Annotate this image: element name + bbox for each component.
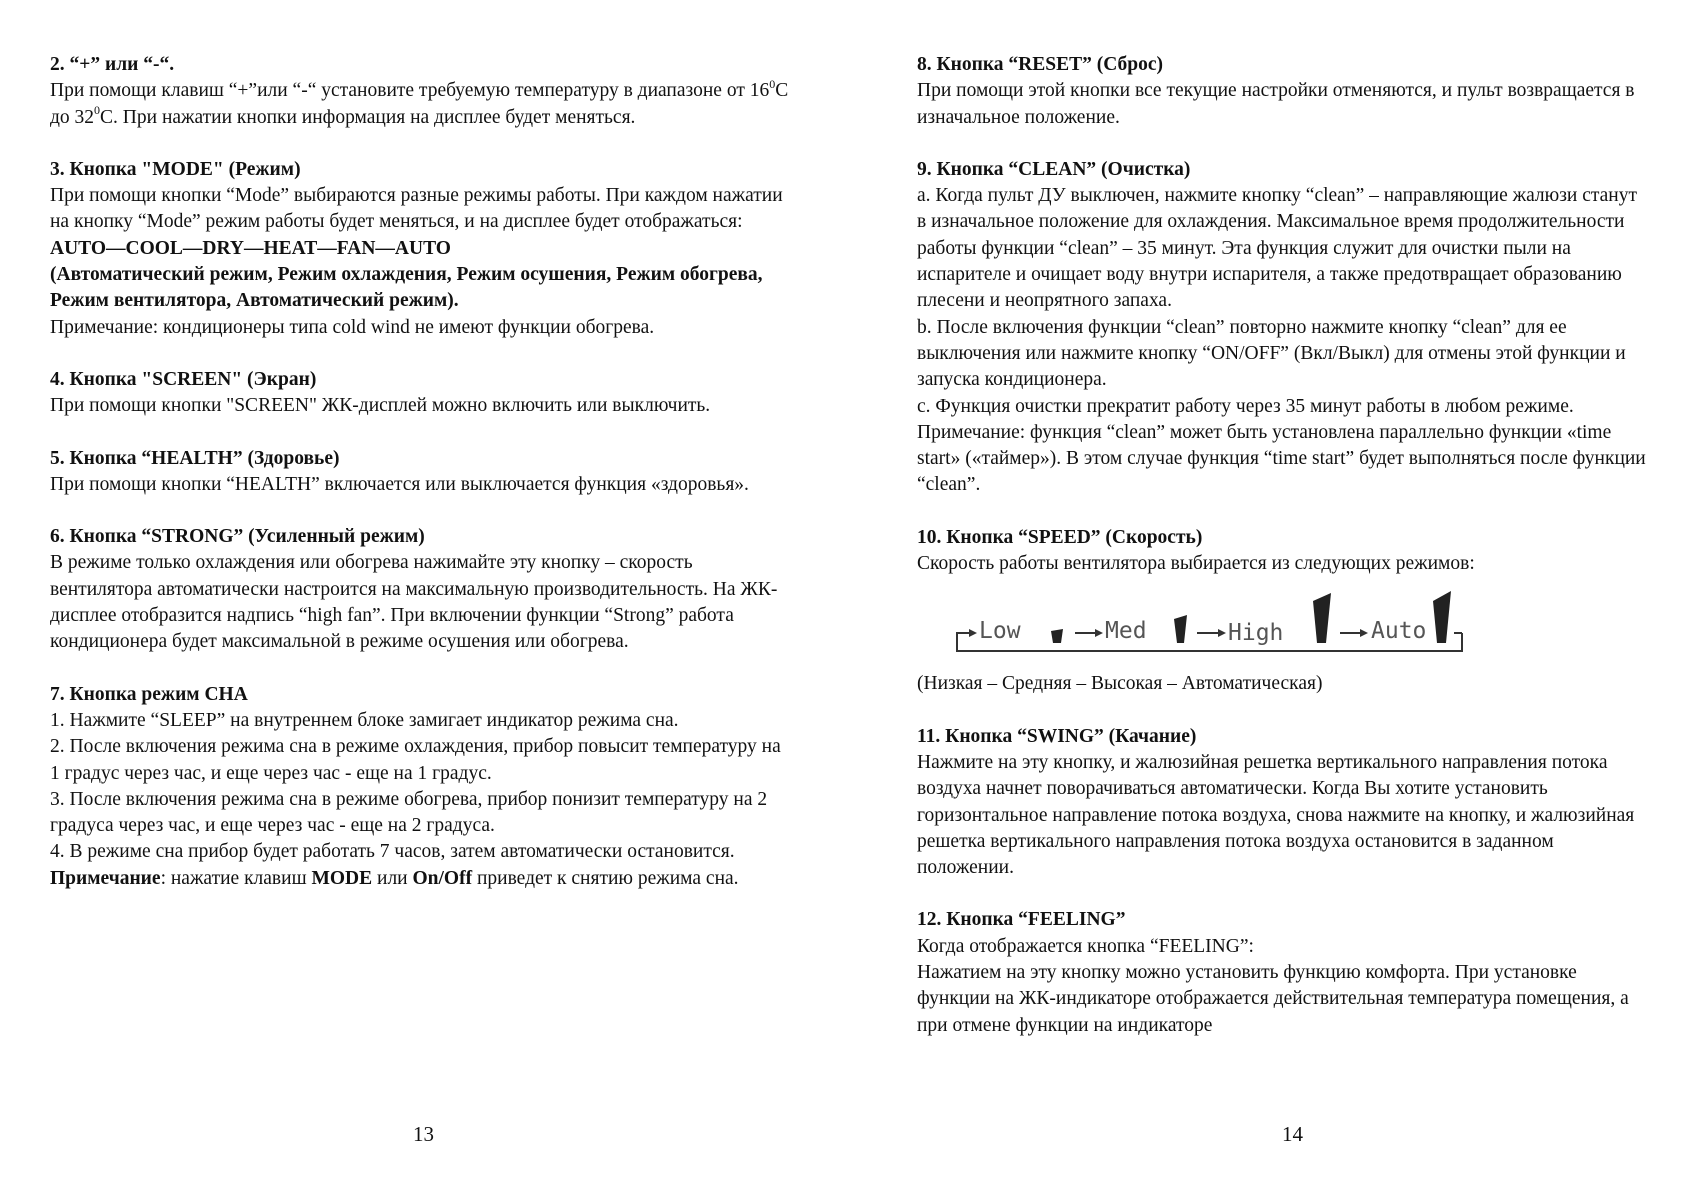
fan-bar-low-icon [1051,629,1063,643]
text-run: приведет к снятию режима сна. [472,867,739,889]
section-mode [50,157,790,341]
section-speed [917,525,1647,698]
left-page [50,52,790,892]
mode-sequence-russian: (Автоматический режим, Режим охлаждения, Режим осушения, Режим обогрева, Режим вентилятора, Автоматический режим). [50,264,763,312]
fan-speed-diagram-graphic [955,585,1475,659]
arrow-head-icon [1360,629,1368,637]
section-heading: 2. “+” или “-“. [50,54,175,75]
text-run: MODE [311,867,373,889]
section-screen [50,367,790,420]
section-heading: 6. Кнопка “STRONG” (Усиленный режим) [50,526,425,548]
text-run: При помощи клавиш “+”или “-“ установите требуемую температуру в диапазоне от 16 [50,80,770,102]
note-label: Примечание [50,867,161,889]
list-item: b. После включения функции “clean” повторно нажмите кнопку “clean” для ее выключения или нажмите кнопку “ON/OFF” (Вкл/Выкл) для отмены этой функции и запуска кондиционера. [917,316,1626,391]
page-number: 14 [1282,1122,1303,1146]
section-health [50,446,790,499]
text-run: С. При нажатии кнопки информация на дисплее будет меняться. [100,106,636,128]
list-item: c. Функция очистки прекратит работу через 35 минут работы в любом режиме. [917,395,1574,417]
list-item: 3. После включения режима сна в режиме обогрева, прибор понизит температуру на 2 градуса через час, и еще через час - еще на 2 градуса. [50,788,768,837]
fan-bar-med-icon [1174,615,1187,643]
section-heading: 7. Кнопка режим СНА [50,683,248,705]
section-text: При помощи этой кнопки все текущие настройки отменяются, и пульт возвращается в изначальное положение. [917,80,1635,128]
section-note [50,866,790,892]
arrow-head-icon [1218,629,1226,637]
section-note: Примечание: кондиционеры типа cold wind не имеют функции обогрева. [50,316,655,338]
section-heading: 8. Кнопка “RESET” (Сброс) [917,54,1164,75]
speed-label-med: Med [1105,618,1147,645]
list-item: a. Когда пульт ДУ выключен, нажмите кнопку “clean” – направляющие жалюзи станут в изначальное положение для охлаждения. Максимальное время продолжительности работы функции “clean” – 35 минут. Эта функция служит для очистки пыли на испарителе и очищает воду внутри испарителя, а также предотвращает образованию плесени и неопрятного запаха. [917,185,1637,312]
page-number: 13 [413,1122,434,1146]
text-run: или [372,867,413,889]
text-run: On/Off [412,867,473,889]
section-swing [917,724,1647,882]
degree-superscript: 0 [94,103,101,118]
speed-label-auto: Auto [1371,618,1427,645]
section-heading: 3. Кнопка "MODE" (Режим) [50,158,301,180]
fan-bar-auto-icon [1433,591,1451,643]
mode-sequence: AUTO—COOL—DRY—HEAT—FAN—AUTO [50,237,451,259]
section-text: При помощи кнопки "SCREEN" ЖК-дисплей можно включить или выключить. [50,395,711,417]
arrow-head-icon [969,629,977,637]
section-text: В режиме только охлаждения или обогрева нажимайте эту кнопку – скорость вентилятора автоматически настроится на максимальную производительность. На ЖК-дисплее отобразится надпись “high fan”. При включении функции “Strong” работа кондиционера будет максимальной в режиме осушения или обогрева. [50,552,778,653]
list-item: 4. В режиме сна прибор будет работать 7 часов, затем автоматически остановится. [50,841,735,863]
section-heading: 5. Кнопка “HEALTH” (Здоровье) [50,447,340,469]
section-clean [917,157,1647,499]
section-feeling [917,907,1647,1038]
right-page [917,52,1647,1039]
fan-speed-diagram [917,585,1647,659]
arrow-head-icon [1095,629,1103,637]
section-text: Скорость работы вентилятора выбирается из следующих режимов: [917,553,1475,575]
section-heading: 12. Кнопка “FEELING” [917,909,1126,931]
section-text [50,78,790,131]
section-reset [917,52,1647,131]
fan-bar-high-icon [1313,593,1331,643]
section-text: При помощи кнопки “HEALTH” включается или выключается функция «здоровья». [50,473,749,495]
degree-superscript: 0 [769,76,776,91]
section-text: Нажмите на эту кнопку, и жалюзийная решетка вертикального направления потока воздуха начнет поворачиваться автоматически. Когда Вы хотите установить горизонтальное направление потока воздуха, снова нажмите на кнопку, и жалюзийная решетка вертикального направления потока воздуха остановится в заданном положении. [917,751,1635,879]
section-text: Нажатием на эту кнопку можно установить функцию комфорта. При установке функции на ЖК-индикаторе отображается действительная температура помещения, а при отмене функции на индикаторе [917,962,1629,1036]
section-heading: 4. Кнопка "SCREEN" (Экран) [50,368,317,390]
speed-label-low: Low [979,618,1021,645]
section-text: При помощи кнопки “Mode” выбираются разные режимы работы. При каждом нажатии на кнопку “Mode” режим работы будет меняться, и на дисплее будет отображаться: [50,185,783,233]
section-heading: 11. Кнопка “SWING” (Качание) [917,725,1197,747]
speed-label-high: High [1228,620,1284,647]
section-plus-minus [50,52,790,131]
list-item: 2. После включения режима сна в режиме охлаждения, прибор повысит температуру на 1 градус через час, и еще через час - еще на 1 градус. [50,736,781,784]
list-item: 1. Нажмите “SLEEP” на внутреннем блоке замигает индикатор режима сна. [50,709,679,731]
section-note: Примечание: функция “clean” может быть установлена параллельно функции «time start» («таймер»). В этом случае функция “time start” будет выполняться после функции “clean”. [917,421,1646,496]
section-strong [50,524,790,655]
section-heading: 9. Кнопка “CLEAN” (Очистка) [917,158,1191,180]
section-heading: 10. Кнопка “SPEED” (Скорость) [917,526,1203,548]
speed-caption: (Низкая – Средняя – Высокая – Автоматическая) [917,673,1323,695]
text-run: : нажатие клавиш [160,867,312,889]
section-sleep [50,682,790,892]
section-text: Когда отображается кнопка “FEELING”: [917,935,1254,957]
text-run: С до 32 [50,80,789,128]
